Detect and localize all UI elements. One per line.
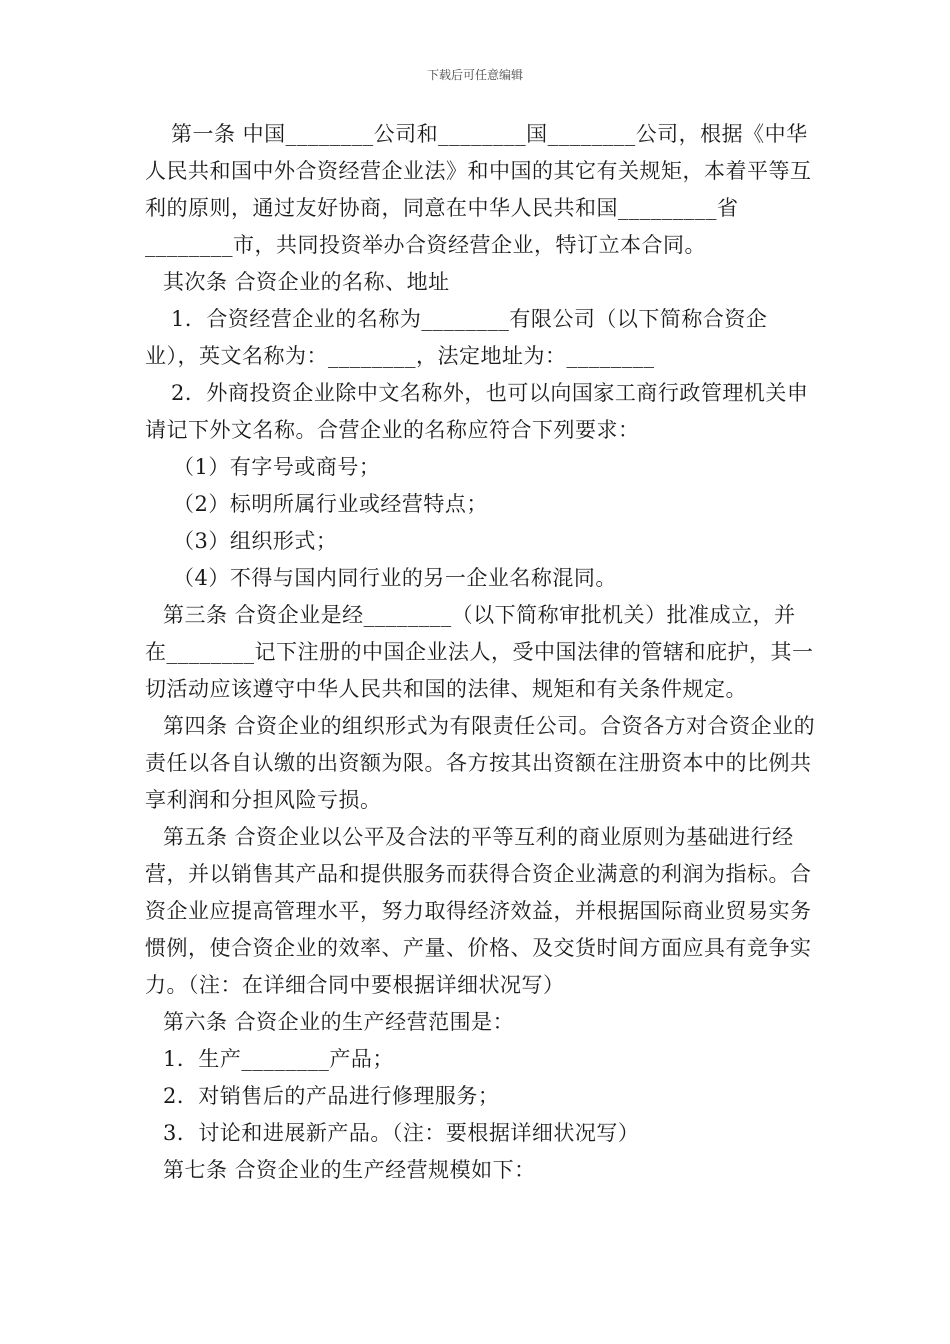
paragraph-article-2-item-1: 1．合资经营企业的名称为________有限公司（以下简称合资企业），英文名称为：________，法定地址为：________ <box>145 307 768 368</box>
paragraph-article-2-title: 其次条 合资企业的名称、地址 <box>163 270 450 294</box>
list-item-scope-2: 2．对销售后的产品进行修理服务； <box>163 1084 500 1108</box>
paragraph-article-6-title: 第六条 合资企业的生产经营范围是： <box>163 1010 515 1034</box>
paragraph-article-2-item-2: 2．外商投资企业除中文名称外，也可以向国家工商行政管理机关申请记下外文名称。合营企业的名称应符合下列要求： <box>145 381 809 442</box>
paragraph-article-4: 第四条 合资企业的组织形式为有限责任公司。合资各方对合资企业的责任以各自认缴的出资额为限。各方按其出资额在注册资本中的比例共享利润和分担风险亏损。 <box>145 714 816 812</box>
paragraph-article-5: 第五条 合资企业以公平及合法的平等互利的商业原则为基础进行经营，并以销售其产品和提供服务而获得合资企业满意的利润为指标。合资企业应提高管理水平，努力取得经济效益，并根据国际商业贸易实务惯例，使合资企业的效率、产量、价格、及交货时间方面应具有竞争实力。（注：在详细合同中要根据详细状况写） <box>145 825 812 997</box>
contract-body <box>145 116 817 1189</box>
list-item-requirement-2: （2）标明所属行业或经营特点； <box>173 492 488 516</box>
paragraph-article-7-title: 第七条 合资企业的生产经营规模如下： <box>163 1158 536 1182</box>
list-item-requirement-1: （1）有字号或商号； <box>173 455 381 479</box>
list-item-requirement-3: （3）组织形式； <box>173 529 338 553</box>
page-header: 下载后可任意编辑 <box>426 68 523 82</box>
paragraph-article-3: 第三条 合资企业是经________（以下简称审批机关）批准成立，并在________记下注册的中国企业法人，受中国法律的管辖和庇护，其一切活动应该遵守中华人民共和国的法律、规矩和有关条件规定。 <box>145 603 814 701</box>
paragraph-article-1: 第一条 中国________公司和________国________公司，根据《中华人民共和国中外合资经营企业法》和中国的其它有关规矩，本着平等互利的原则，通过友好协商，同意在中华人民共和国_________省________市，共同投资举办合资经营企业，特订立本合同。 <box>145 122 812 257</box>
list-item-requirement-4: （4）不得与国内同行业的另一企业名称混同。 <box>173 566 617 590</box>
list-item-scope-3: 3．讨论和进展新产品。（注：要根据详细状况写） <box>163 1121 640 1145</box>
list-item-scope-1: 1．生产________产品； <box>163 1047 394 1071</box>
